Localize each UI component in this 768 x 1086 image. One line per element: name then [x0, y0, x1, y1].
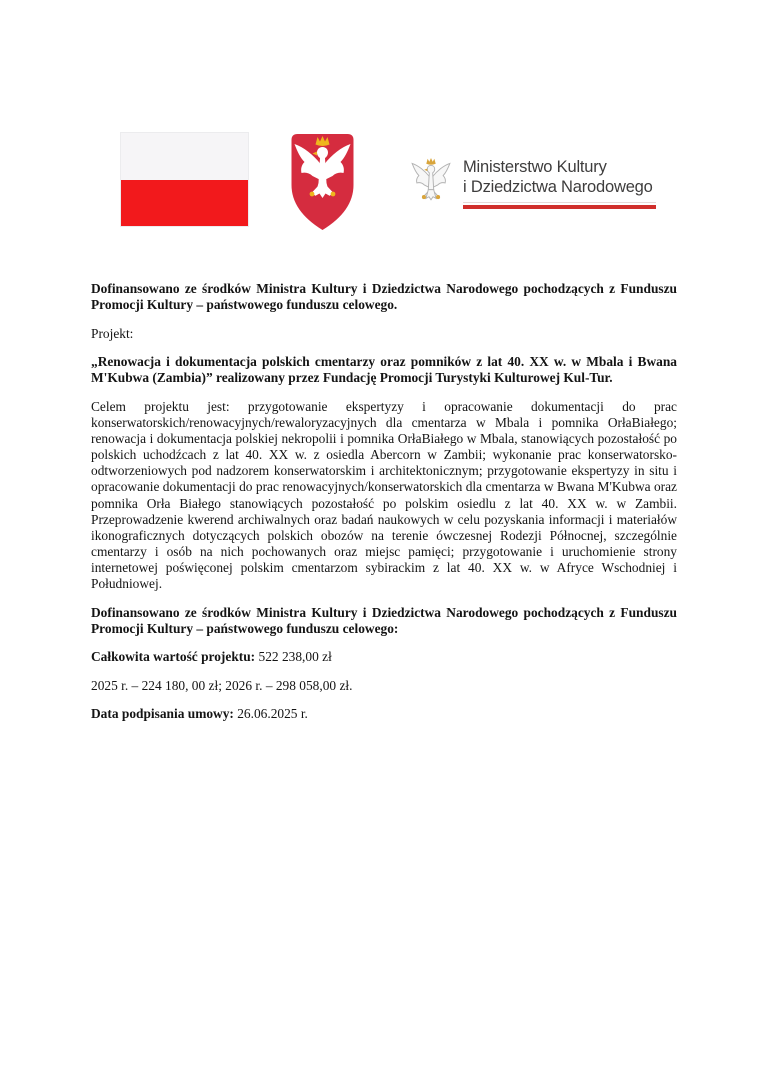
signing-date-label: Data podpisania umowy: — [91, 706, 234, 722]
ministry-logo-underline — [463, 202, 656, 209]
total-value-line — [91, 649, 677, 665]
project-title: „Renowacja i dokumentacja polskich cmentarzy oraz pomników z lat 40. XX w. w Mbala i Bwana M'Kubwa (Zambia)” realizowany przez Fundację Promocji Turystyki Kulturowej Kul-Tur. — [91, 354, 677, 386]
document-body — [91, 281, 677, 735]
project-description: Celem projektu jest: przygotowanie ekspertyzy i opracowanie dokumentacji do prac konserwatorskich/renowacyjnych/rewaloryzacyjnych dla cmentarza w Mbala i pomnika OrłaBiałego; renowacja i dokumentacja polskiej nekropolii i pomnika OrłaBiałego w Mbala, stanowiących pozostałość po polskich uchodźcach z lat 40. XX w. z osiedla Abercorn w Zambii; wykonanie prac konserwatorsko-odtworzeniowych pod nadzorem konserwatorskim i architektonicznym; przygotowanie ekspertyzy in situ i opracowanie dokumentacji do prac renowacyjnych/konserwatorskich dla cmentarza w Bwana M'Kubwa oraz pomnika Orła Białego stanowiących pozostałość po polskim osiedlu z lat 40. XX w. w Zambii. Przeprowadzenie kwerend archiwalnych oraz badań naukowych w celu pozyskania informacji i materiałów ikonograficznych dotyczących polskich obozów na terenie ówczesnej Rodezji Północnej, szczególnie cmentarzy i osób na nich pochowanych oraz miejsc pamięci; przygotowanie i uruchomienie strony internetowej poświęconej polskim cmentarzom sybirackim z lat 40. XX w. w Afryce Wschodniej i Południowej. — [91, 398, 677, 591]
ministry-eagle-icon — [407, 156, 455, 222]
signing-date-line — [91, 706, 677, 722]
total-value: 522 238,00 zł — [258, 649, 332, 665]
ministry-logo-text — [463, 157, 653, 197]
yearly-breakdown: 2025 r. – 224 180, 00 zł; 2026 r. – 298 058,00 zł. — [91, 677, 353, 693]
total-value-label: Całkowita wartość projektu: — [91, 649, 256, 665]
flag-white-stripe — [121, 133, 248, 180]
poland-coat-of-arms-icon — [285, 131, 360, 233]
funding-statement-2: Dofinansowano ze środków Ministra Kultury i Dziedzictwa Narodowego pochodzących z Funduszu Promocji Kultury – państwowego funduszu celowego: — [91, 604, 677, 636]
flag-red-stripe — [121, 180, 248, 227]
poland-flag-icon — [120, 132, 249, 227]
ministry-logo-line2: i Dziedzictwa Narodowego — [463, 178, 653, 196]
signing-date: 26.06.2025 r. — [237, 706, 308, 722]
funding-statement-1: Dofinansowano ze środków Ministra Kultury i Dziedzictwa Narodowego pochodzących z Funduszu Promocji Kultury – państwowego funduszu celowego. — [91, 281, 677, 313]
ministry-logo-line1: Ministerstwo Kultury — [463, 158, 607, 176]
underline-thick-line — [463, 205, 656, 209]
project-label: Projekt: — [91, 325, 134, 341]
